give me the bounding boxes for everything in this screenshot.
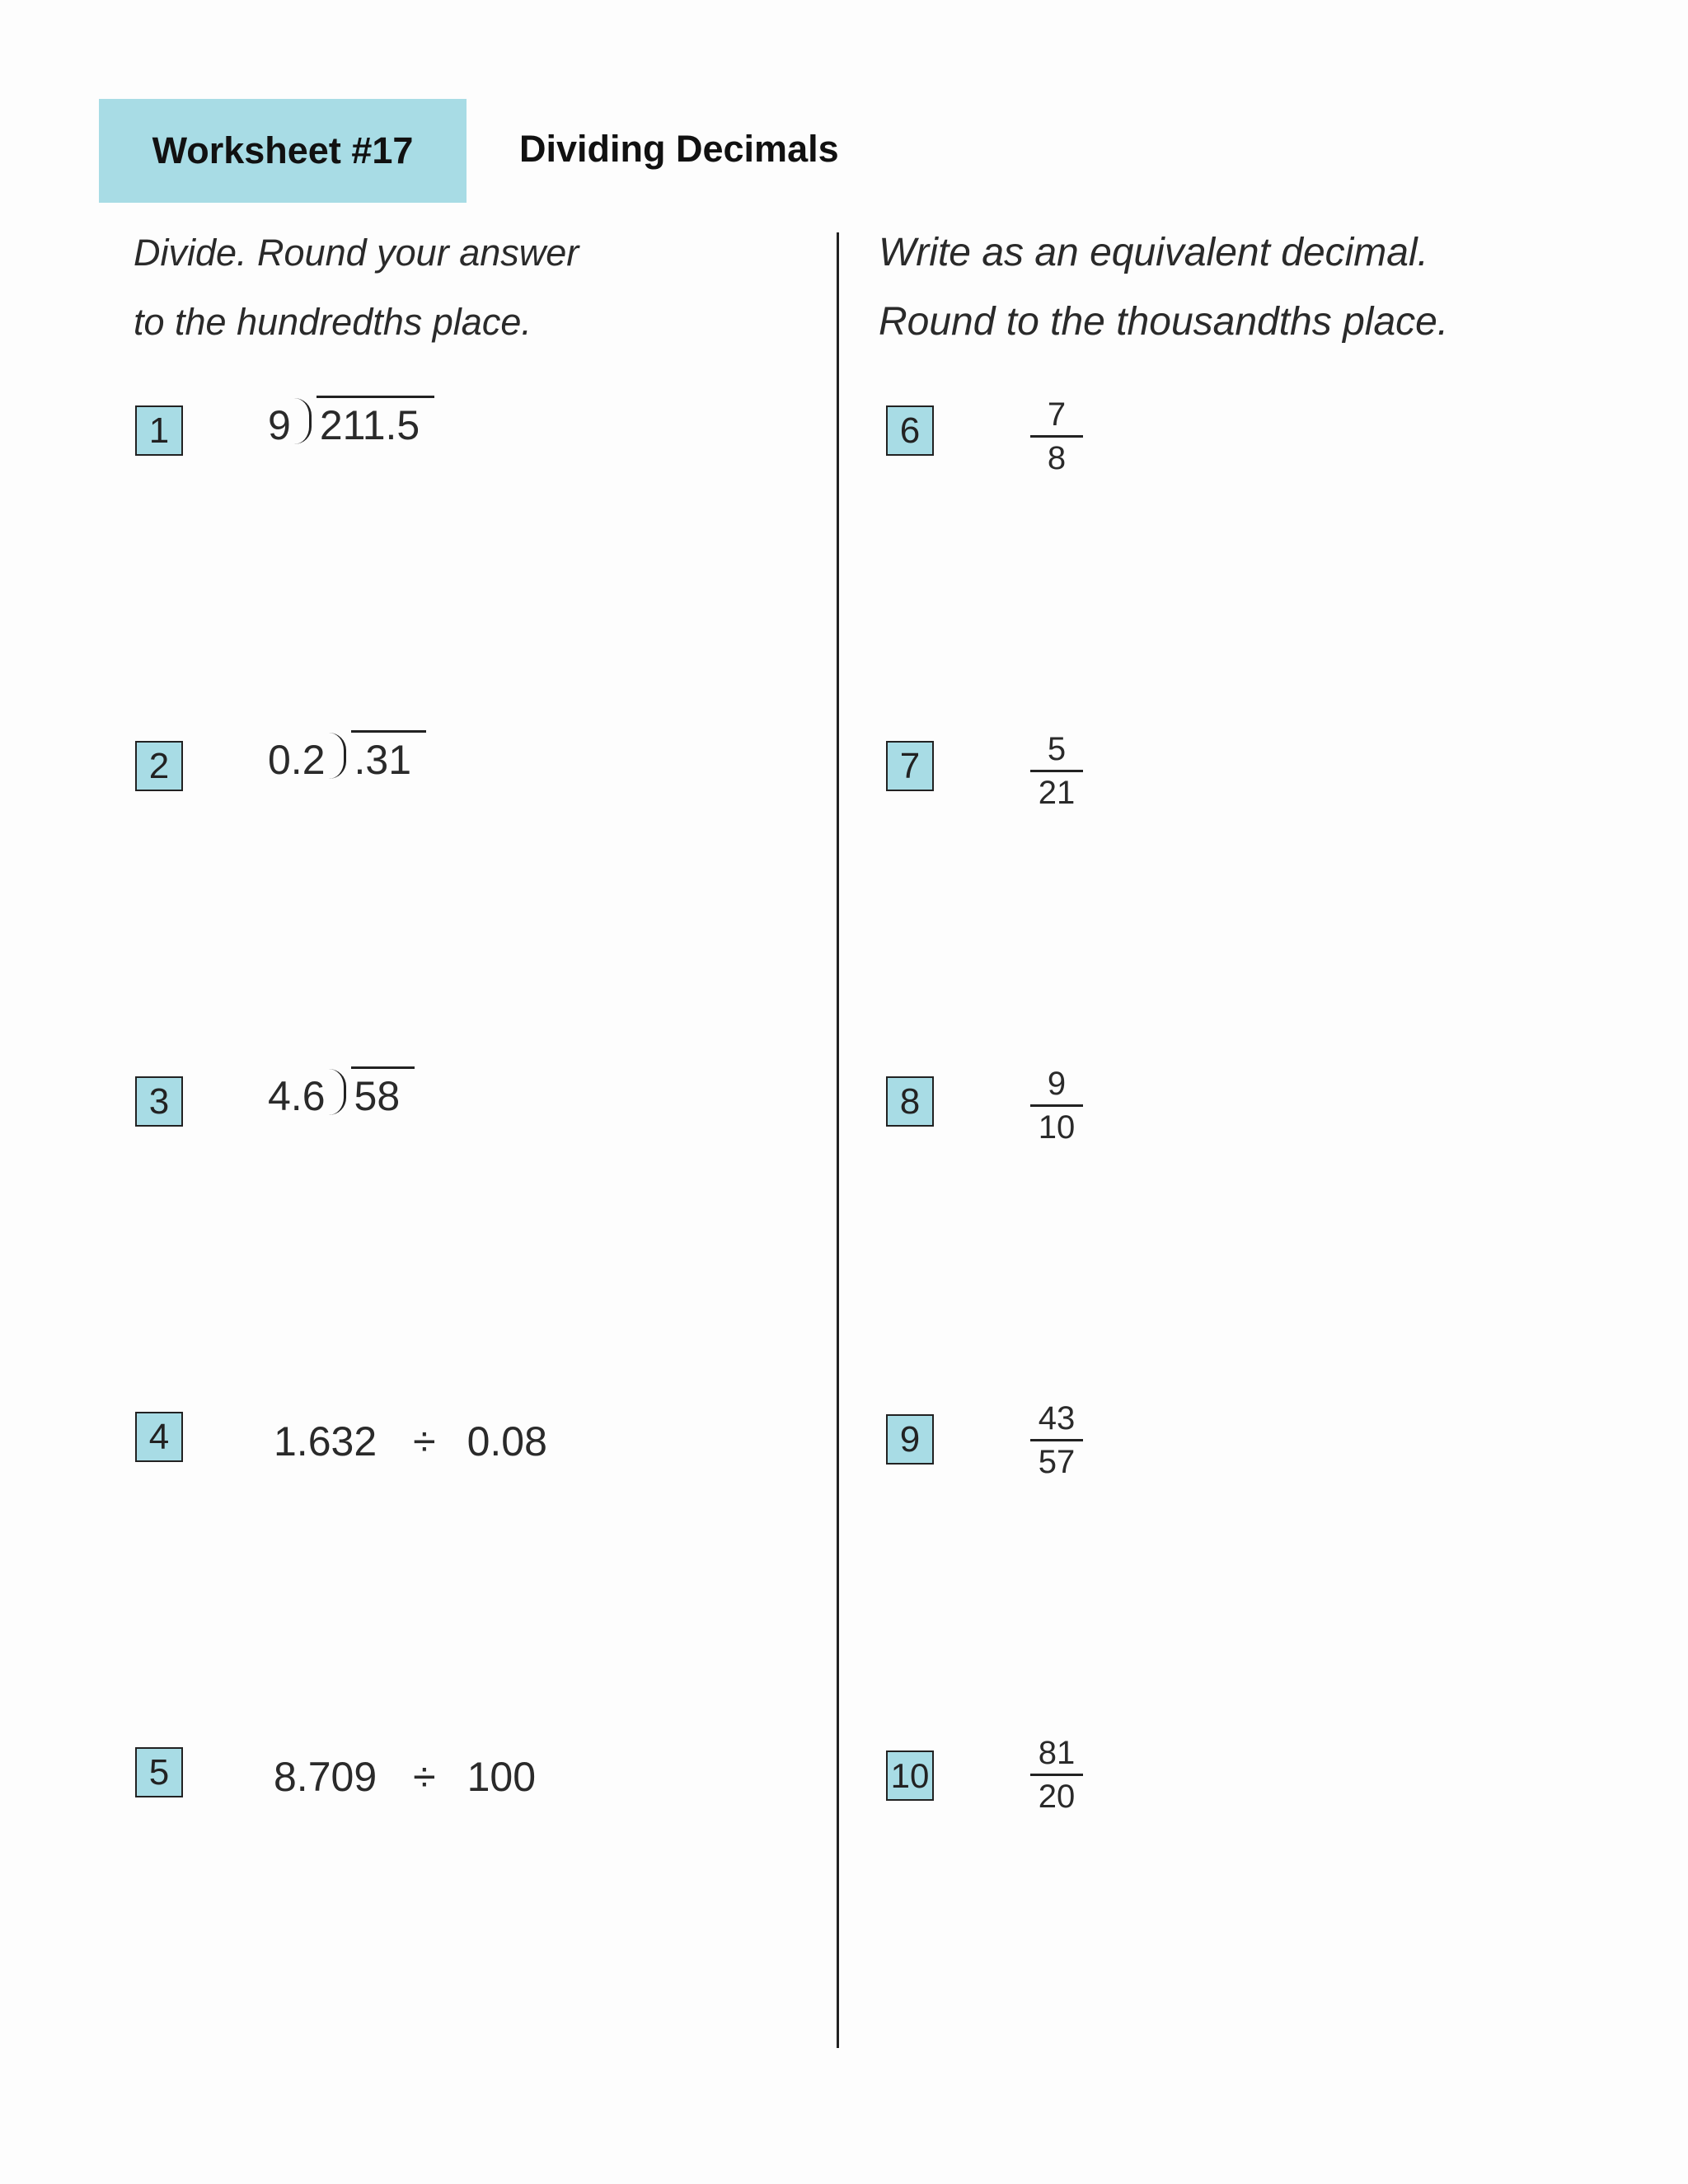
problem-number-badge: 4 <box>135 1412 183 1462</box>
problem-6-fraction <box>1030 396 1083 477</box>
numerator: 81 <box>1038 1735 1076 1771</box>
division-bracket <box>329 1069 346 1115</box>
problem-9-fraction <box>1030 1399 1083 1481</box>
divisor: 0.2 <box>268 737 326 783</box>
problem-number-badge: 7 <box>886 741 934 791</box>
problem-number-badge: 5 <box>135 1747 183 1797</box>
numerator: 9 <box>1047 1066 1067 1102</box>
problem-number-badge: 6 <box>886 405 934 456</box>
column-divider <box>837 232 839 2048</box>
divide-sign: ÷ <box>413 1418 436 1465</box>
division-bracket <box>294 398 312 444</box>
denominator: 20 <box>1038 1779 1076 1815</box>
problem-number-badge: 10 <box>886 1750 934 1801</box>
problem-number-badge: 2 <box>135 741 183 791</box>
dividend: 1.632 <box>274 1418 377 1465</box>
division-bracket <box>329 733 346 779</box>
dividend: .31 <box>351 730 427 784</box>
divisor: 0.08 <box>467 1418 547 1465</box>
divisor: 9 <box>268 402 291 448</box>
problem-8-fraction <box>1030 1065 1083 1146</box>
problem-7-fraction <box>1030 730 1083 812</box>
fraction-bar <box>1030 770 1083 772</box>
problem-2-long-division <box>268 732 426 784</box>
divisor: 4.6 <box>268 1073 326 1119</box>
divisor: 100 <box>467 1754 537 1800</box>
dividend: 58 <box>351 1066 415 1120</box>
fraction-bar <box>1030 1104 1083 1107</box>
problem-3-long-division <box>268 1068 415 1120</box>
right-instruction-line: Round to the thousandths place. <box>879 300 1449 344</box>
dividend: 211.5 <box>316 396 434 449</box>
numerator: 43 <box>1038 1400 1076 1436</box>
left-instructions <box>134 218 579 357</box>
right-instructions <box>879 218 1448 357</box>
problem-number-badge: 3 <box>135 1076 183 1127</box>
denominator: 21 <box>1038 775 1076 811</box>
denominator: 10 <box>1038 1109 1076 1146</box>
problem-number-badge: 9 <box>886 1414 934 1465</box>
fraction-bar <box>1030 1774 1083 1776</box>
problem-number-badge: 8 <box>886 1076 934 1127</box>
problem-4-division <box>274 1418 547 1465</box>
worksheet-label-box <box>99 99 467 203</box>
denominator: 8 <box>1047 440 1067 476</box>
problem-5-division <box>274 1753 536 1801</box>
worksheet-label: Worksheet #17 <box>152 129 414 171</box>
numerator: 7 <box>1047 396 1067 433</box>
divide-sign: ÷ <box>413 1754 436 1800</box>
left-instruction-line: to the hundredths place. <box>134 301 532 343</box>
problem-10-fraction <box>1030 1734 1083 1816</box>
dividend: 8.709 <box>274 1754 377 1800</box>
denominator: 57 <box>1038 1444 1076 1480</box>
problem-1-long-division <box>268 397 434 449</box>
page-title: Dividing Decimals <box>519 128 839 170</box>
fraction-bar <box>1030 435 1083 438</box>
fraction-bar <box>1030 1439 1083 1441</box>
right-instruction-line: Write as an equivalent decimal. <box>879 231 1428 274</box>
numerator: 5 <box>1047 731 1067 767</box>
left-instruction-line: Divide. Round your answer <box>134 232 579 274</box>
problem-number-badge: 1 <box>135 405 183 456</box>
